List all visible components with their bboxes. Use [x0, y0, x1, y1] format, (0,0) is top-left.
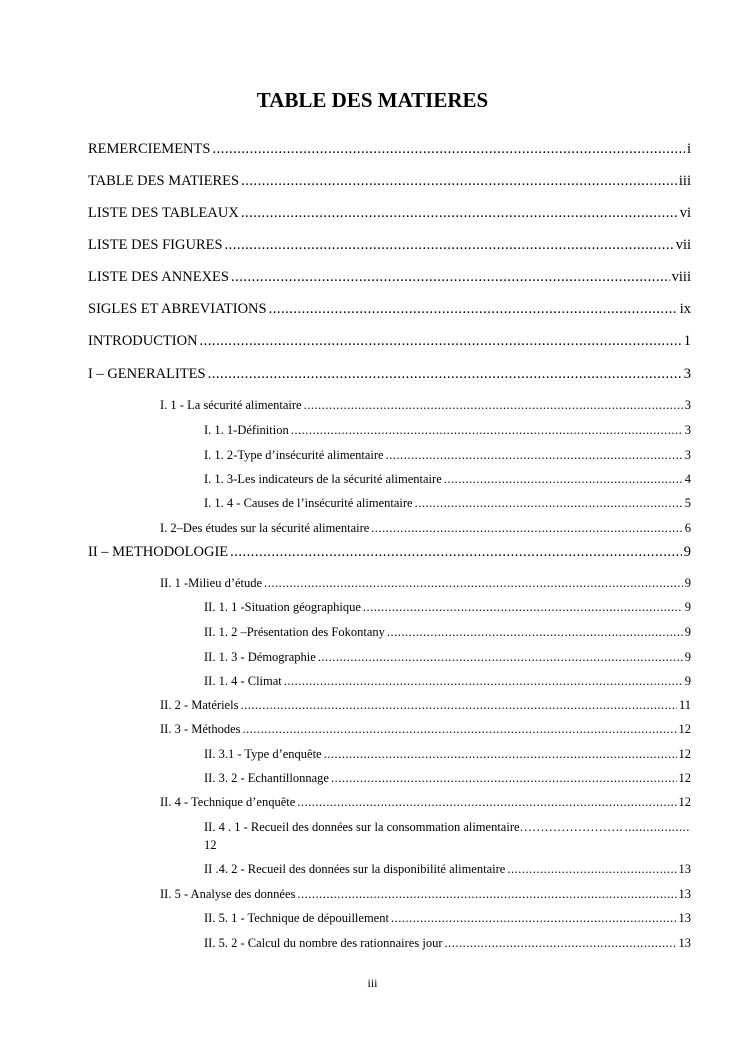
toc-page-number: 1 [683, 333, 691, 349]
toc-leader [363, 600, 683, 615]
toc-page-number: 12 [678, 722, 691, 736]
toc-page-number: 13 [678, 936, 691, 950]
toc-leader [284, 674, 683, 689]
toc-entry-materiels[interactable] [160, 698, 691, 713]
toc-leader [386, 448, 683, 463]
toc-label: I. 1. 3-Les indicateurs de la sécurité alimentaire [204, 472, 442, 486]
footer-page-number: iii [367, 976, 378, 990]
toc-entry-methodologie[interactable] [88, 544, 691, 561]
toc-entry-introduction[interactable] [88, 333, 691, 350]
toc-label: SIGLES ET ABREVIATIONS [88, 301, 267, 317]
toc-leader [212, 141, 685, 158]
toc-leader [507, 862, 676, 877]
toc-leader [625, 820, 689, 835]
toc-entry-liste-des-figures[interactable] [88, 237, 691, 254]
toc-page-number: vii [675, 237, 691, 253]
toc-leader [225, 237, 674, 254]
toc-label: LISTE DES FIGURES [88, 237, 223, 253]
toc-page-number: 3 [684, 448, 691, 462]
toc-leader [269, 301, 678, 318]
toc-label: II. 3. 2 - Echantillonnage [204, 771, 329, 785]
toc-page-number: i [686, 141, 691, 157]
toc-leader [297, 887, 676, 902]
toc-leader [331, 771, 677, 786]
toc-entry-fokontany[interactable] [204, 625, 691, 640]
toc-entry-type-enquete[interactable] [204, 747, 691, 762]
toc-page-number: 9 [683, 544, 691, 560]
toc-page-number: 5 [684, 496, 691, 510]
toc-page-number: 3 [684, 423, 691, 437]
toc-leader [200, 333, 682, 350]
toc-entry-securite-alimentaire[interactable] [160, 398, 691, 413]
toc-label: TABLE DES MATIERES [88, 173, 240, 189]
toc-leader [230, 544, 682, 561]
toc-label: INTRODUCTION [88, 333, 198, 349]
toc-label: II. 4 . 1 - Recueil des données sur la consommation alimentaire……………………. [204, 820, 623, 834]
toc-entry-situation-geographique[interactable] [204, 600, 691, 615]
toc-label: II. 5. 1 - Technique de dépouillement [204, 911, 389, 925]
toc-label: II. 3 - Méthodes [160, 722, 241, 736]
toc-label: II. 5. 2 - Calcul du nombre des rationnaires jour [204, 936, 443, 950]
toc-entry-rationnaires[interactable] [204, 936, 691, 951]
toc-leader [444, 472, 683, 487]
toc-page-number: 9 [684, 650, 691, 664]
toc-leader [318, 650, 683, 665]
toc-leader [291, 423, 683, 438]
toc-leader [264, 576, 683, 591]
toc-label: II. 5 - Analyse des données [160, 887, 296, 901]
toc-page-number: ix [679, 301, 691, 317]
toc-entry-type-insecurite[interactable] [204, 448, 691, 463]
toc-page-number: 6 [684, 521, 691, 535]
toc-page-number: 3 [684, 398, 691, 412]
toc-leader [415, 496, 683, 511]
toc-leader [391, 911, 677, 926]
toc-entry-sigles[interactable] [88, 301, 691, 318]
toc-leader [241, 205, 678, 222]
toc-entry-demographie[interactable] [204, 650, 691, 665]
toc-leader [240, 698, 677, 713]
toc-label: I. 2–Des études sur la sécurité alimentaire [160, 521, 370, 535]
toc-entry-recueil-consommation[interactable] [204, 820, 691, 835]
toc-label: I. 1 - La sécurité alimentaire [160, 398, 302, 412]
toc-label: I. 1. 4 - Causes de l’insécurité alimentaire [204, 496, 413, 510]
toc-entry-generalites[interactable] [88, 366, 691, 383]
toc-entry-table-des-matieres[interactable] [88, 173, 691, 190]
toc-leader [387, 625, 683, 640]
toc-leader [324, 747, 677, 762]
toc-leader [208, 366, 682, 383]
toc-leader [231, 269, 670, 286]
toc-leader [304, 398, 683, 413]
toc-page-number-wrapped: 12 [204, 838, 217, 852]
toc-label: REMERCIEMENTS [88, 141, 211, 157]
toc-entry-milieu-etude[interactable] [160, 576, 691, 591]
toc-entry-technique-enquete[interactable] [160, 795, 691, 810]
toc-page-number: 9 [684, 674, 691, 688]
toc-label: I – GENERALITES [88, 366, 206, 382]
toc-label: II. 1 -Milieu d’étude [160, 576, 263, 590]
toc-entry-causes[interactable] [204, 496, 691, 511]
toc-page-number: 9 [684, 576, 691, 590]
toc-label: LISTE DES TABLEAUX [88, 205, 239, 221]
toc-label: II. 3.1 - Type d’enquête [204, 747, 322, 761]
toc-page-number: 13 [678, 911, 691, 925]
toc-entry-indicateurs[interactable] [204, 472, 691, 487]
toc-page-number: 9 [684, 625, 691, 639]
toc-page-number: vi [679, 205, 691, 221]
toc-label: LISTE DES ANNEXES [88, 269, 229, 285]
toc-label: II. 2 - Matériels [160, 698, 239, 712]
toc-entry-remerciements[interactable] [88, 141, 691, 158]
toc-entry-definition[interactable] [204, 423, 691, 438]
page-title: TABLE DES MATIERES [256, 88, 489, 112]
toc-entry-etudes[interactable] [160, 521, 691, 536]
toc-leader [241, 173, 677, 190]
toc-entry-recueil-disponibilite[interactable] [204, 862, 691, 877]
toc-page-number: viii [671, 269, 691, 285]
toc-leader [444, 936, 676, 951]
toc-page-number: 13 [678, 887, 691, 901]
toc-entry-climat[interactable] [204, 674, 691, 689]
toc-leader [243, 722, 677, 737]
toc-entry-liste-des-annexes[interactable] [88, 269, 691, 286]
toc-label: II. 4 - Technique d’enquête [160, 795, 296, 809]
toc-entry-liste-des-tableaux[interactable] [88, 205, 691, 222]
toc-leader [371, 521, 682, 536]
toc-label: II. 1. 4 - Climat [204, 674, 282, 688]
toc-entry-depouillement[interactable] [204, 911, 691, 926]
toc-page-number: 12 [678, 771, 691, 785]
toc-page-number: 4 [684, 472, 691, 486]
toc-label: II .4. 2 - Recueil des données sur la disponibilité alimentaire [204, 862, 506, 876]
toc-label: I. 1. 1-Définition [204, 423, 289, 437]
toc-label: II – METHODOLOGIE [88, 544, 229, 560]
toc-leader [297, 795, 676, 810]
toc-page-number: 11 [678, 698, 691, 712]
toc-entry-echantillonnage[interactable] [204, 771, 691, 786]
toc-page-number: 12 [678, 747, 691, 761]
toc-label: II. 1. 2 –Présentation des Fokontany [204, 625, 385, 639]
toc-label: I. 1. 2-Type d’insécurité alimentaire [204, 448, 384, 462]
toc-page-number: 12 [678, 795, 691, 809]
toc-entry-methodes[interactable] [160, 722, 691, 737]
toc-page-number: 13 [678, 862, 691, 876]
toc-page-number: iii [678, 173, 691, 189]
toc-label: II. 1. 1 -Situation géographique [204, 600, 361, 614]
toc-entry-analyse-donnees[interactable] [160, 887, 691, 902]
toc-label: II. 1. 3 - Démographie [204, 650, 316, 664]
toc-page-number: 3 [683, 366, 691, 382]
toc-page-number: 9 [684, 600, 691, 614]
